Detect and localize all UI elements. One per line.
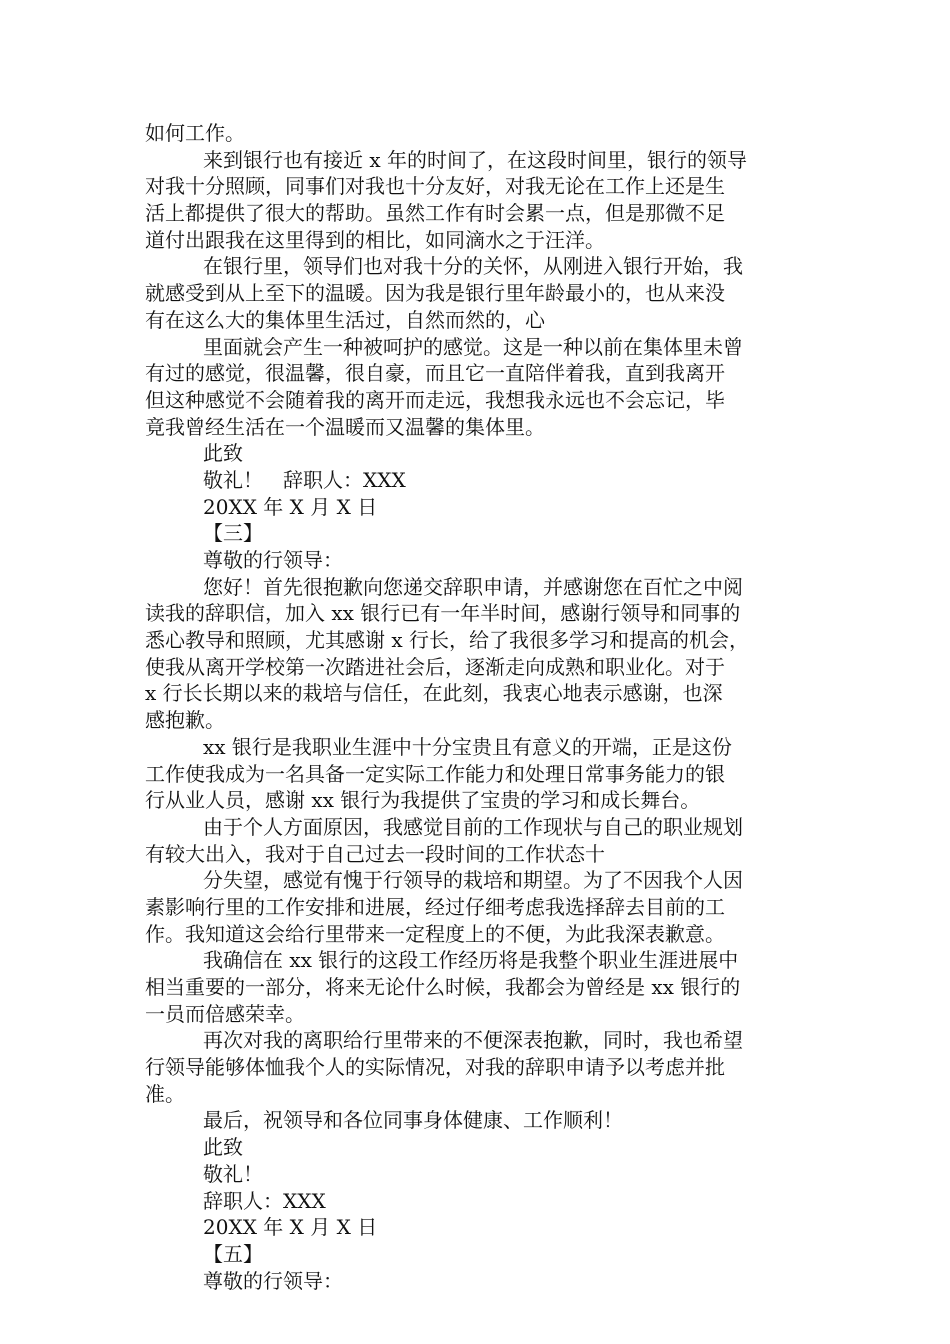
document-line: 感抱歉。	[145, 708, 225, 733]
document-line: 在银行里，领导们也对我十分的关怀，从刚进入银行开始，我	[203, 254, 743, 279]
document-line: 作。我知道这会给行里带来一定程度上的不便，为此我深表歉意。	[145, 921, 725, 946]
document-line: xx 银行是我职业生涯中十分宝贵且有意义的开端，正是这份	[203, 734, 732, 759]
document-line: 悉心教导和照顾，尤其感谢 x 行长，给了我很多学习和提高的机会，	[145, 628, 749, 653]
document-line: 敬礼！	[203, 1161, 263, 1186]
document-line: 使我从离开学校第一次踏进社会后，逐渐走向成熟和职业化。对于	[145, 654, 725, 679]
document-line: 道付出跟我在这里得到的相比，如同滴水之于汪洋。	[145, 227, 605, 252]
document-line: 敬礼！ 辞职人：XXX	[203, 467, 406, 492]
document-line: x 行长长期以来的栽培与信任，在此刻，我衷心地表示感谢，也深	[145, 681, 723, 706]
document-line: 【五】	[203, 1241, 263, 1266]
document-line: 但这种感觉不会随着我的离开而走远，我想我永远也不会忘记，毕	[145, 387, 725, 412]
document-line: 里面就会产生一种被呵护的感觉。这是一种以前在集体里未曾	[203, 334, 743, 359]
document-line: 您好！首先很抱歉向您递交辞职申请，并感谢您在百忙之中阅	[203, 574, 743, 599]
document-line: 此致	[203, 1135, 243, 1160]
document-line: 对我十分照顾，同事们对我也十分友好，对我无论在工作上还是生	[145, 174, 725, 199]
document-line: 就感受到从上至下的温暖。因为我是银行里年龄最小的，也从来没	[145, 281, 725, 306]
document-line: 由于个人方面原因，我感觉目前的工作现状与自己的职业规划	[203, 814, 743, 839]
document-body	[145, 120, 815, 1294]
document-line: 【三】	[203, 521, 263, 546]
document-line: 再次对我的离职给行里带来的不便深表抱歉，同时，我也希望	[203, 1028, 743, 1053]
document-line: 素影响行里的工作安排和进展，经过仔细考虑我选择辞去目前的工	[145, 894, 725, 919]
document-line: 行领导能够体恤我个人的实际情况，对我的辞职申请予以考虑并批	[145, 1055, 725, 1080]
document-line: 一员而倍感荣幸。	[145, 1001, 305, 1026]
document-line: 有较大出入，我对于自己过去一段时间的工作状态十	[145, 841, 605, 866]
document-line: 工作使我成为一名具备一定实际工作能力和处理日常事务能力的银	[145, 761, 725, 786]
document-line: 最后，祝领导和各位同事身体健康、工作顺利！	[203, 1108, 623, 1133]
document-line: 我确信在 xx 银行的这段工作经历将是我整个职业生涯进展中	[203, 948, 739, 973]
document-line: 读我的辞职信，加入 xx 银行已有一年半时间，感谢行领导和同事的	[145, 601, 741, 626]
document-line: 20XX 年 X 月 X 日	[203, 494, 378, 519]
document-line: 分失望，感觉有愧于行领导的栽培和期望。为了不因我个人因	[203, 868, 743, 893]
document-line: 有在这么大的集体里生活过，自然而然的，心	[145, 307, 545, 332]
document-line: 准。	[145, 1081, 185, 1106]
document-line: 辞职人：XXX	[203, 1188, 326, 1213]
document-line: 行从业人员，感谢 xx 银行为我提供了宝贵的学习和成长舞台。	[145, 788, 701, 813]
document-line: 尊敬的行领导：	[203, 1268, 343, 1293]
document-line: 来到银行也有接近 x 年的时间了，在这段时间里，银行的领导	[203, 147, 747, 172]
document-line: 相当重要的一部分，将来无论什么时候，我都会为曾经是 xx 银行的	[145, 975, 741, 999]
document-line: 竟我曾经生活在一个温暖而又温馨的集体里。	[145, 414, 545, 439]
document-line: 有过的感觉，很温馨，很自豪，而且它一直陪伴着我，直到我离开	[145, 361, 725, 386]
document-line: 20XX 年 X 月 X 日	[203, 1215, 378, 1240]
document-line: 活上都提供了很大的帮助。虽然工作有时会累一点，但是那微不足	[145, 201, 725, 226]
document-line: 尊敬的行领导：	[203, 548, 343, 572]
document-line: 此致	[203, 441, 243, 466]
document-line: 如何工作。	[145, 121, 245, 145]
